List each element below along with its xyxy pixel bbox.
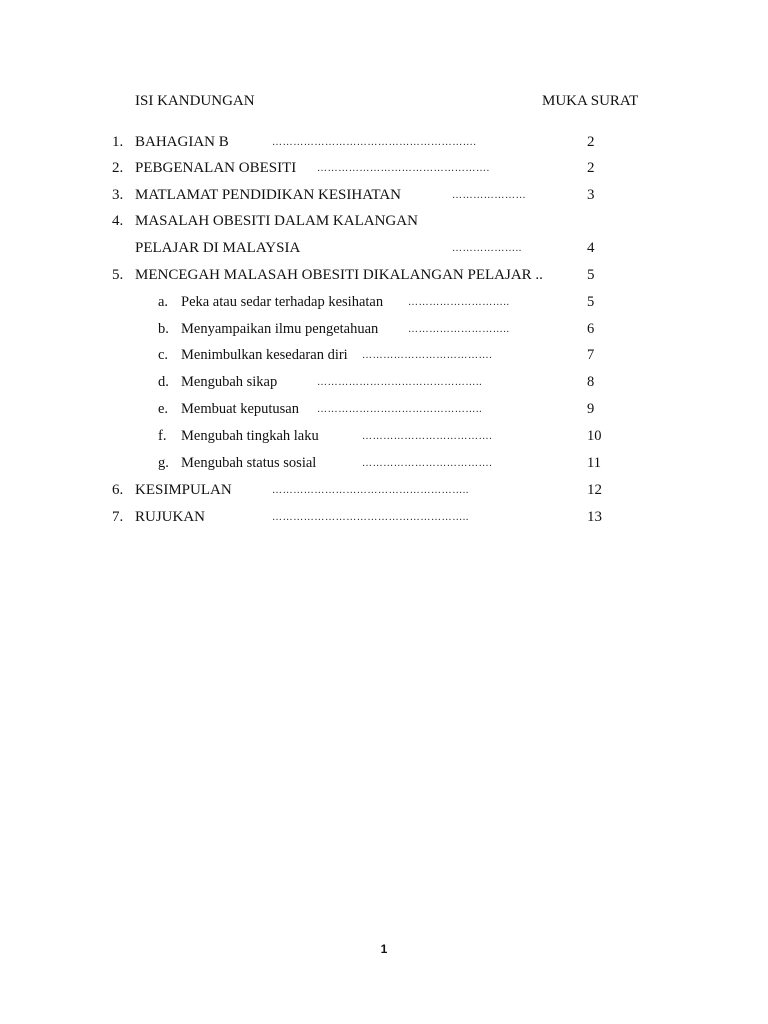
- entry-number: 4.: [112, 213, 124, 229]
- entry-label: PELAJAR DI MALAYSIA: [135, 240, 301, 256]
- subentry-page: 11: [587, 455, 601, 471]
- dot-leader: ………………………………………….: [317, 163, 490, 174]
- entry-number: 3.: [112, 187, 124, 203]
- toc-entry-1[interactable]: [0, 132, 768, 152]
- entry-page: 4: [587, 240, 595, 256]
- toc-entry-4-continued[interactable]: [0, 238, 768, 258]
- subentry-label: Membuat keputusan: [181, 401, 299, 417]
- subentry-letter: a.: [158, 294, 169, 310]
- subentry-label: Peka atau sedar terhadap kesihatan: [181, 294, 384, 310]
- toc-subentry-a[interactable]: [0, 292, 768, 312]
- subentry-page: 6: [587, 321, 595, 337]
- subentry-page: 7: [587, 347, 595, 363]
- entry-label: RUJUKAN: [135, 509, 206, 525]
- toc-subentry-c[interactable]: [0, 345, 768, 365]
- entry-page: 12: [587, 482, 602, 498]
- dot-leader: ……………………………….: [362, 458, 493, 469]
- subentry-letter: e.: [158, 401, 169, 417]
- subentry-page: 9: [587, 401, 595, 417]
- entry-number: 7.: [112, 509, 124, 525]
- subentry-letter: f.: [158, 428, 167, 444]
- entry-label: KESIMPULAN: [135, 482, 232, 498]
- subentry-page: 5: [587, 294, 595, 310]
- subentry-page: 8: [587, 374, 595, 390]
- toc-subentry-g[interactable]: [0, 453, 768, 473]
- subentry-letter: b.: [158, 321, 169, 337]
- entry-page: 2: [587, 160, 595, 176]
- toc-entry-5[interactable]: [0, 265, 768, 285]
- entry-page: 5: [587, 267, 595, 283]
- subentry-letter: g.: [158, 455, 169, 471]
- footer-page-number: 1: [380, 942, 388, 956]
- subentry-label: Menyampaikan ilmu pengetahuan: [181, 321, 379, 337]
- page-column-heading: MUKA SURAT: [542, 93, 639, 109]
- toc-subentry-e[interactable]: [0, 399, 768, 419]
- entry-number: 6.: [112, 482, 124, 498]
- entry-label: PEBGENALAN OBESITI: [135, 160, 297, 176]
- dot-leader: ………………..: [452, 243, 522, 254]
- entry-number: 1.: [112, 134, 124, 150]
- dot-leader: ………………………………………..: [317, 404, 483, 415]
- toc-subentry-f[interactable]: [0, 426, 768, 446]
- entry-label: MASALAH OBESITI DALAM KALANGAN: [135, 213, 418, 229]
- contents-heading: ISI KANDUNGAN: [135, 93, 255, 109]
- toc-entry-7[interactable]: [0, 507, 768, 527]
- toc-entry-2[interactable]: [0, 158, 768, 178]
- subentry-label: Mengubah status sosial: [181, 455, 317, 471]
- dot-leader: ………………………………………………….: [272, 137, 477, 148]
- entry-number: 2.: [112, 160, 124, 176]
- entry-label: BAHAGIAN B: [135, 134, 229, 150]
- dot-leader: ………………………………………………..: [272, 485, 469, 496]
- toc-subentry-b[interactable]: [0, 319, 768, 339]
- entry-label: MATLAMAT PENDIDIKAN KESIHATAN: [135, 187, 402, 203]
- dot-leader: ……………………………….: [362, 350, 493, 361]
- entry-page: 13: [587, 509, 602, 525]
- toc-entry-3[interactable]: [0, 185, 768, 205]
- toc-subentry-d[interactable]: [0, 372, 768, 392]
- dot-leader: …………………: [452, 190, 527, 201]
- subentry-page: 10: [587, 428, 602, 444]
- toc-entry-6[interactable]: [0, 480, 768, 500]
- dot-leader: ………………………………………..: [317, 377, 483, 388]
- subentry-label: Mengubah tingkah laku: [181, 428, 319, 444]
- entry-page: 3: [587, 187, 595, 203]
- subentry-label: Mengubah sikap: [181, 374, 278, 390]
- subentry-label: Menimbulkan kesedaran diri: [181, 347, 348, 363]
- dot-leader: ………………………………………………..: [272, 512, 469, 523]
- dot-leader: ……………………………….: [362, 431, 493, 442]
- dot-leader: ………………………..: [408, 324, 510, 335]
- entry-number: 5.: [112, 267, 124, 283]
- dot-leader: ………………………..: [408, 297, 510, 308]
- subentry-letter: c.: [158, 347, 169, 363]
- entry-label: MENCEGAH MALASAH OBESITI DIKALANGAN PELAJAR ..: [135, 267, 543, 283]
- subentry-letter: d.: [158, 374, 169, 390]
- toc-entry-4[interactable]: [0, 211, 768, 231]
- entry-page: 2: [587, 134, 595, 150]
